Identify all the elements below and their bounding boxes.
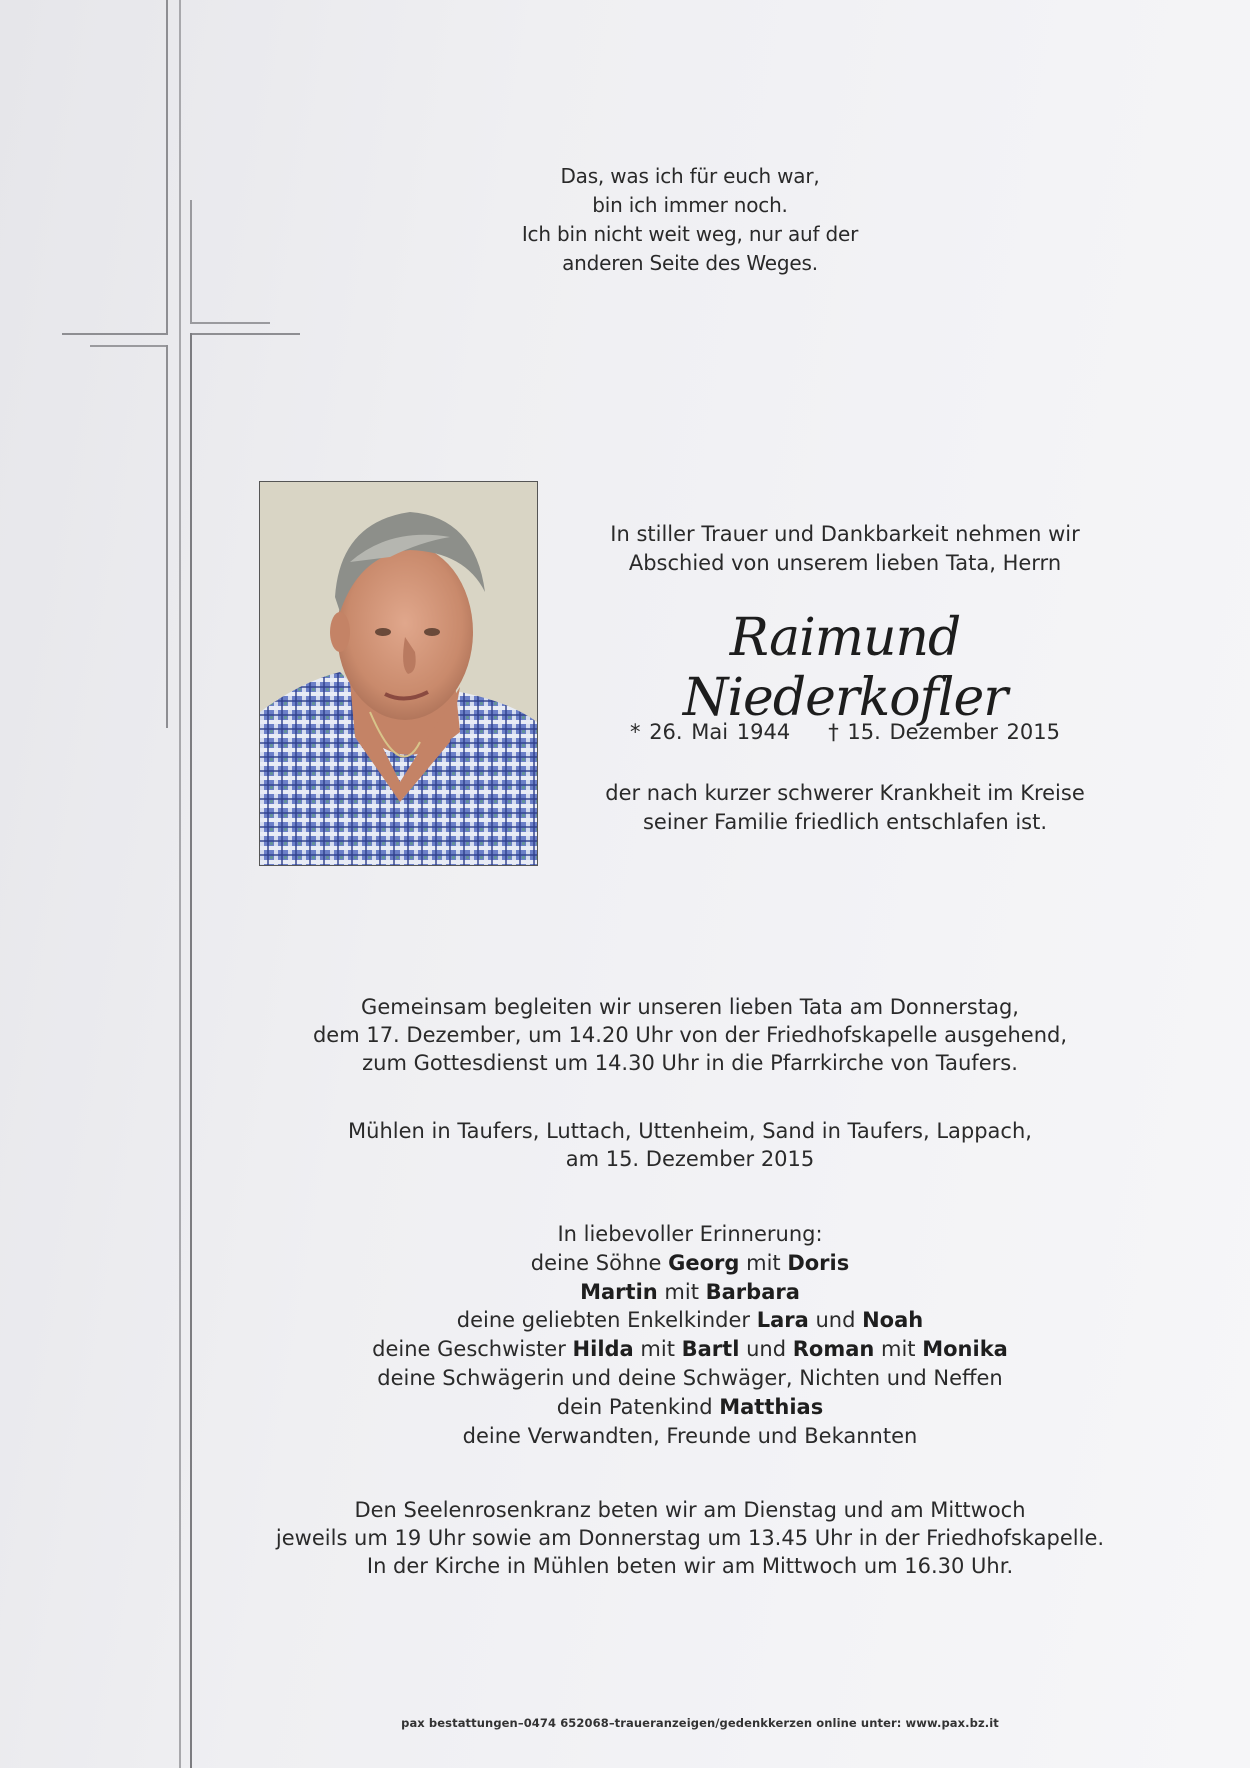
family-list	[290, 1220, 1090, 1450]
family-line	[290, 1364, 1090, 1393]
family-line	[290, 1249, 1090, 1278]
family-line-text: deine Geschwister	[372, 1337, 573, 1362]
family-lines	[290, 1249, 1090, 1451]
funeral-line: dem 17. Dezember, um 14.20 Uhr von der Friedhofskapelle ausgehend,	[312, 1023, 1068, 1047]
family-member-name: Barbara	[705, 1279, 800, 1304]
intro-text	[565, 520, 1125, 578]
family-line-text: deine geliebten Enkelkinder	[456, 1308, 757, 1333]
intro-line: Abschied von unserem lieben Tata, Herrn	[628, 551, 1062, 575]
illness-text	[565, 779, 1125, 837]
family-member-name: Martin	[580, 1279, 658, 1304]
family-line-text: mit	[657, 1279, 706, 1304]
poem-line: Das, was ich für euch war,	[560, 164, 820, 188]
illness-line: der nach kurzer schwerer Krankheit im Kreise	[605, 781, 1085, 805]
family-member-name: Georg	[668, 1250, 740, 1275]
family-member-name: Monika	[922, 1337, 1008, 1362]
family-line	[290, 1278, 1090, 1307]
funeral-line: Gemeinsam begleiten wir unseren lieben Tata am Donnerstag,	[361, 995, 1019, 1019]
family-member-name: Bartl	[681, 1337, 740, 1362]
poem-line: bin ich immer noch.	[592, 193, 788, 217]
poem-line: anderen Seite des Weges.	[562, 251, 818, 275]
family-line	[290, 1393, 1090, 1422]
family-line-text: mit	[633, 1337, 682, 1362]
family-line-text: deine Söhne	[530, 1250, 669, 1275]
family-line-text: deine Schwägerin und deine Schwäger, Nichten und Neffen	[377, 1365, 1003, 1390]
death-date: † 15. Dezember 2015	[828, 720, 1060, 744]
family-line-text: und	[808, 1308, 863, 1333]
rosary-line: Den Seelenrosenkranz beten wir am Dienstag und am Mittwoch	[354, 1498, 1026, 1522]
family-member-name: Noah	[862, 1308, 924, 1333]
family-line-text: und	[739, 1337, 793, 1362]
family-line-text: mit	[739, 1250, 788, 1275]
rosary-info	[240, 1496, 1140, 1580]
family-member-name: Lara	[756, 1308, 809, 1333]
intro-line: In stiller Trauer und Dankbarkeit nehmen wir	[610, 522, 1080, 546]
family-line	[290, 1335, 1090, 1364]
family-member-name: Doris	[787, 1250, 850, 1275]
family-member-name: Hilda	[572, 1337, 634, 1362]
place-date	[290, 1117, 1090, 1173]
family-member-name: Matthias	[719, 1394, 824, 1419]
family-line-text: deine Verwandten, Freunde und Bekannten	[462, 1423, 918, 1448]
rosary-line: jeweils um 19 Uhr sowie am Donnerstag um 13.45 Uhr in der Friedhofskapelle.	[275, 1526, 1105, 1550]
life-dates	[560, 720, 1130, 744]
family-line	[290, 1306, 1090, 1335]
birth-date: * 26. Mai 1944	[630, 720, 791, 744]
rosary-line: In der Kirche in Mühlen beten wir am Mittwoch um 16.30 Uhr.	[366, 1554, 1014, 1578]
place-line: Mühlen in Taufers, Luttach, Uttenheim, Sand in Taufers, Lappach,	[348, 1119, 1032, 1143]
funeral-info	[290, 993, 1090, 1077]
family-line-text: mit	[874, 1337, 923, 1362]
family-member-name: Roman	[792, 1337, 875, 1362]
footer-contact: pax bestattungen–0474 652068–traueranzeigen/gedenkkerzen online unter: www.pax.bz.it	[401, 1716, 999, 1730]
place-line: am 15. Dezember 2015	[565, 1147, 815, 1171]
poem	[420, 162, 960, 278]
funeral-line: zum Gottesdienst um 14.30 Uhr in die Pfarrkirche von Taufers.	[362, 1051, 1018, 1075]
portrait-photo	[259, 481, 538, 866]
poem-line: Ich bin nicht weit weg, nur auf der	[521, 222, 859, 246]
family-line	[290, 1422, 1090, 1451]
family-line-text: dein Patenkind	[556, 1394, 720, 1419]
illness-line: seiner Familie friedlich entschlafen ist.	[642, 810, 1048, 834]
deceased-name: Raimund Niederkofler	[682, 608, 1008, 728]
family-heading: In liebevoller Erinnerung:	[557, 1222, 823, 1246]
